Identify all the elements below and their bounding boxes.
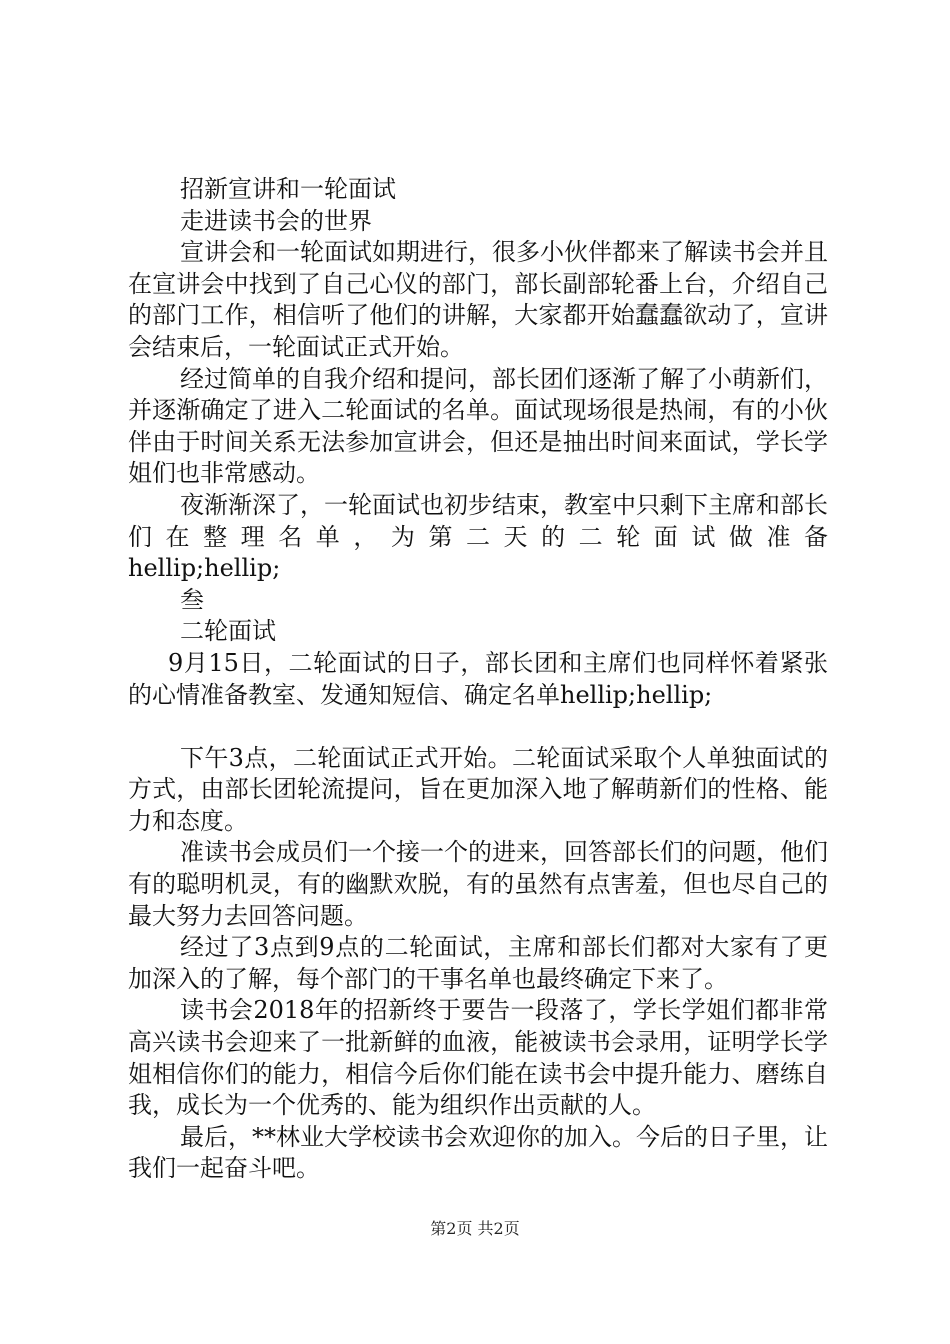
document-body [128, 174, 828, 1185]
section-subheading: 走进读书会的世界 [180, 206, 372, 235]
page-footer: 第2页 共2页 [430, 1219, 520, 1238]
paragraph: 读书会2018年的招新终于要告一段落了，学长学姐们都非常高兴读书会迎来了一批新鲜的血液，能被读书会录用，证明学长学姐相信你们的能力，相信今后你们能在读书会中提升能力、磨练自我，成长为一个优秀的、能为组织作出贡献的人。 [128, 996, 828, 1120]
section-heading: 招新宣讲和一轮面试 [180, 175, 396, 203]
paragraph: 夜渐渐深了，一轮面试也初步结束，教室中只剩下主席和部长们在整理名单，为第二天的二轮面试做准备 [128, 490, 828, 551]
paragraph: 宣讲会和一轮面试如期进行，很多小伙伴都来了解读书会并且在宣讲会中找到了自己心仪的部门，部长副部轮番上台，介绍自己的部门工作，相信听了他们的讲解，大家都开始蠢蠢欲动了，宣讲会结束后，一轮面试正式开始。 [128, 238, 828, 361]
paragraph-continuation: hellip;hellip; [128, 554, 281, 583]
paragraph: 准读书会成员们一个接一个的进来，回答部长们的问题，他们有的聪明机灵，有的幽默欢脱，有的虽然有点害羞，但也尽自己的最大努力去回答问题。 [128, 838, 828, 930]
paragraph: 9月15日，二轮面试的日子，部长团和主席们也同样怀着紧张的心情准备教室、发通知短信、确定名单hellip;hellip; [128, 648, 828, 709]
blank-line [128, 711, 828, 743]
paragraph: 经过简单的自我介绍和提问，部长团们逐渐了解了小萌新们，并逐渐确定了进入二轮面试的名单。面试现场很是热闹，有的小伙伴由于时间关系无法参加宣讲会，但还是抽出时间来面试，学长学姐们也非常感动。 [128, 364, 828, 488]
paragraph: 经过了3点到9点的二轮面试，主席和部长们都对大家有了更加深入的了解，每个部门的干事名单也最终确定下来了。 [128, 933, 828, 993]
paragraph: 最后，**林业大学校读书会欢迎你的加入。今后的日子里，让我们一起奋斗吧。 [128, 1122, 828, 1183]
paragraph: 下午3点，二轮面试正式开始。二轮面试采取个人单独面试的方式，由部长团轮流提问，旨在更加深入地了解萌新们的性格、能力和态度。 [128, 743, 828, 835]
section-number: 叁 [180, 585, 204, 614]
section-heading: 二轮面试 [180, 617, 276, 646]
